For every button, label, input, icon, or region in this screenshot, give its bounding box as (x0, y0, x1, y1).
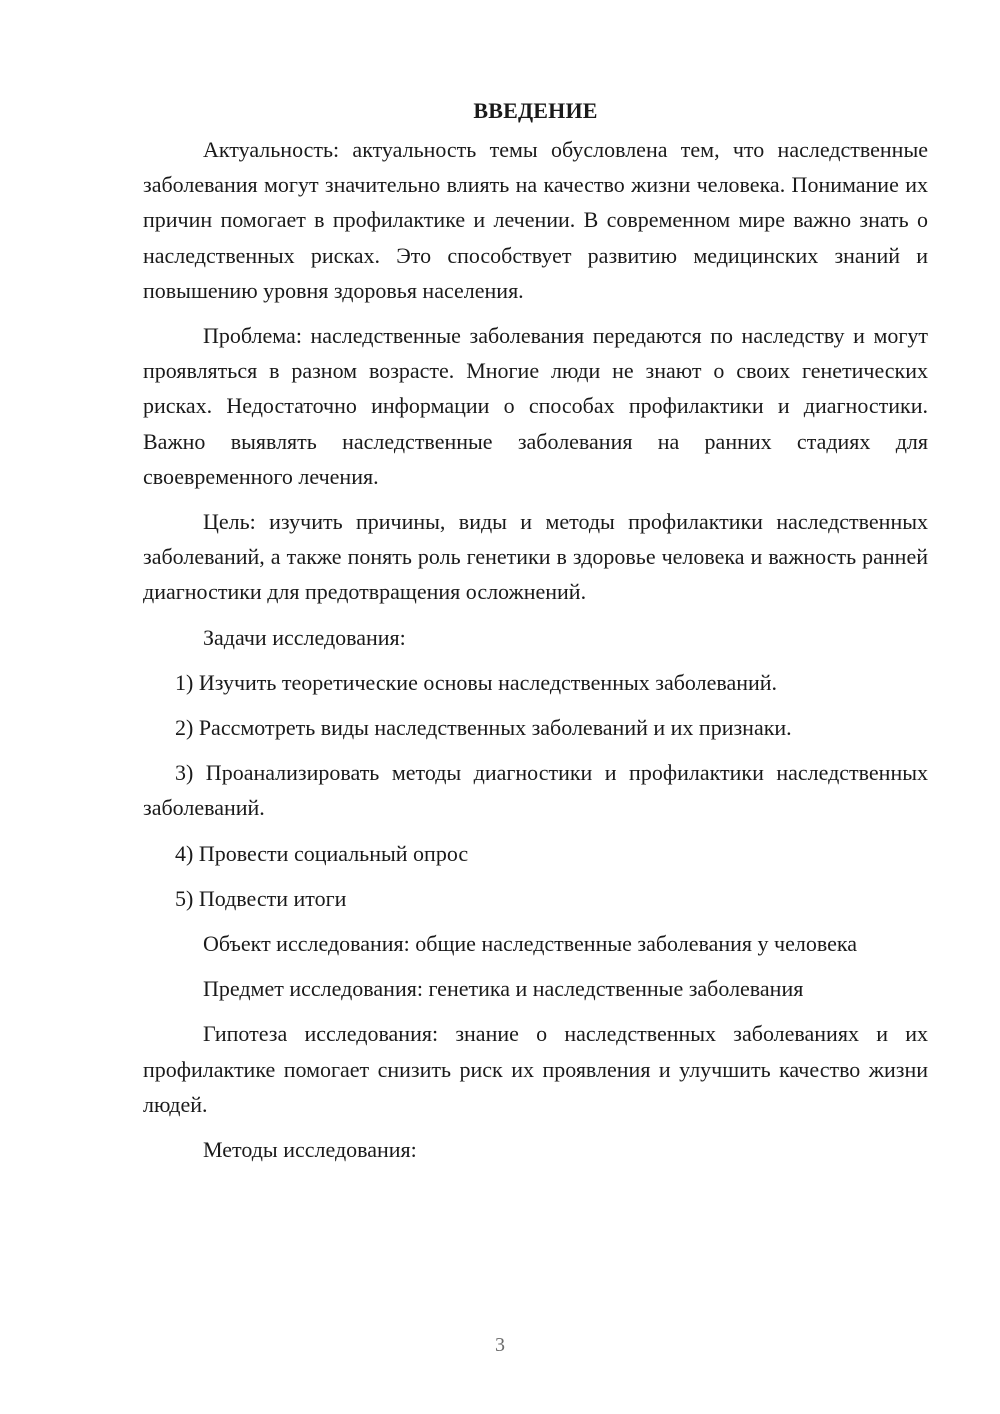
paragraph-problem: Проблема: наследственные заболевания передаются по наследству и могут проявляться в разном возрасте. Многие люди не знают о своих генетических рисках. Недостаточно информации о способах профилактики и диагностики. Важно выявлять наследственные заболевания на ранних стадиях для своевременного лечения. (143, 323, 928, 489)
document-page (143, 96, 928, 1177)
paragraph-tasks-heading: Задачи исследования: (203, 624, 406, 650)
page-number: 3 (495, 1334, 505, 1356)
paragraph-relevance: Актуальность: актуальность темы обусловлена тем, что наследственные заболевания могут значительно влиять на качество жизни человека. Понимание их причин помогает в профилактике и лечении. В современном мире важно знать о наследственных рисках. Это способствует развитию медицинских знаний и повышению уровня здоровья населения. (143, 137, 928, 303)
paragraph-methods: Методы исследования: (203, 1137, 417, 1163)
task-item-3: 3) Проанализировать методы диагностики и профилактики наследственных заболеваний. (143, 760, 928, 821)
task-item-1: 1) Изучить теоретические основы наследственных заболеваний. (175, 669, 778, 695)
paragraph-object: Объект исследования: общие наследственные заболевания у человека (203, 931, 857, 957)
paragraph-hypothesis: Гипотеза исследования: знание о наследственных заболеваниях и их профилактике помогает снизить риск их проявления и улучшить качество жизни людей. (143, 1021, 928, 1117)
section-title: ВВЕДЕНИЕ (473, 98, 598, 123)
task-item-5: 5) Подвести итоги (175, 885, 347, 911)
task-item-4: 4) Провести социальный опрос (175, 840, 469, 866)
paragraph-subject: Предмет исследования: генетика и наследственные заболевания (203, 976, 804, 1002)
task-item-2: 2) Рассмотреть виды наследственных заболеваний и их признаки. (175, 715, 792, 741)
paragraph-goal: Цель: изучить причины, виды и методы профилактики наследственных заболеваний, а также понять роль генетики в здоровье человека и важность ранней диагностики для предотвращения осложнений. (143, 509, 928, 605)
